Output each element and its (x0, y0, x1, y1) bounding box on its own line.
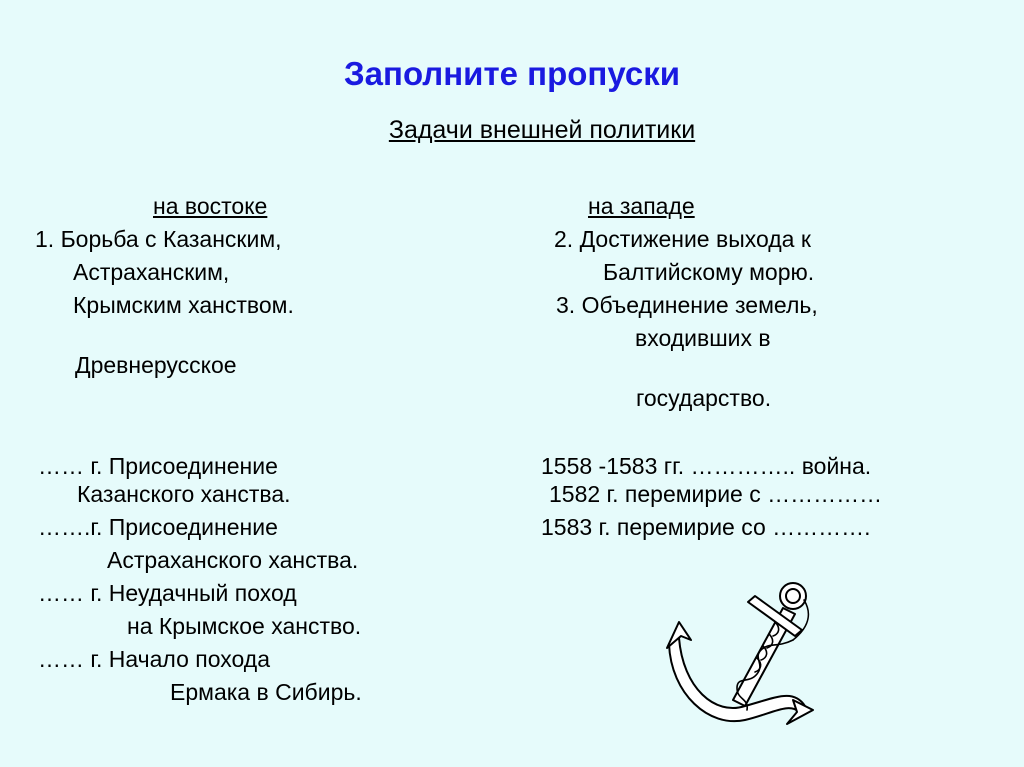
west-line: входивших в (635, 325, 771, 351)
west-line: Балтийскому морю. (603, 259, 815, 285)
west-heading: на западе (588, 193, 695, 219)
east-heading: на востоке (153, 193, 268, 219)
west-line: 3. Объединение земель, (556, 292, 818, 318)
east-line: Крымским ханством. (73, 292, 294, 318)
east-line: Древнерусское (75, 352, 237, 378)
subtitle-text: Задачи внешней политики (388, 116, 696, 144)
west-event: 1582 г. перемирие с …………… (549, 481, 883, 507)
east-line: Астраханским, (73, 259, 230, 285)
east-event: …….г. Присоединение (38, 514, 278, 540)
east-event: Ермака в Сибирь. (170, 679, 362, 705)
east-event: Казанского ханства. (77, 481, 291, 507)
east-line: 1. Борьба с Казанским, (35, 226, 282, 252)
west-line: 2. Достижение выхода к (554, 226, 811, 252)
east-event: на Крымское ханство. (127, 613, 362, 639)
east-event: …… г. Неудачный поход (38, 580, 297, 606)
west-event: 1558 -1583 гг. ………….. война. (541, 453, 872, 479)
east-event: …… г. Присоединение (38, 453, 278, 479)
east-event: …… г. Начало похода (38, 646, 271, 672)
west-event: 1583 г. перемирие со …………. (541, 514, 871, 540)
subtitle (0, 115, 1024, 145)
anchor-icon (665, 578, 815, 740)
page-title: Заполните пропуски (343, 55, 681, 92)
west-line: государство. (636, 385, 772, 411)
east-event: Астраханского ханства. (107, 547, 359, 573)
